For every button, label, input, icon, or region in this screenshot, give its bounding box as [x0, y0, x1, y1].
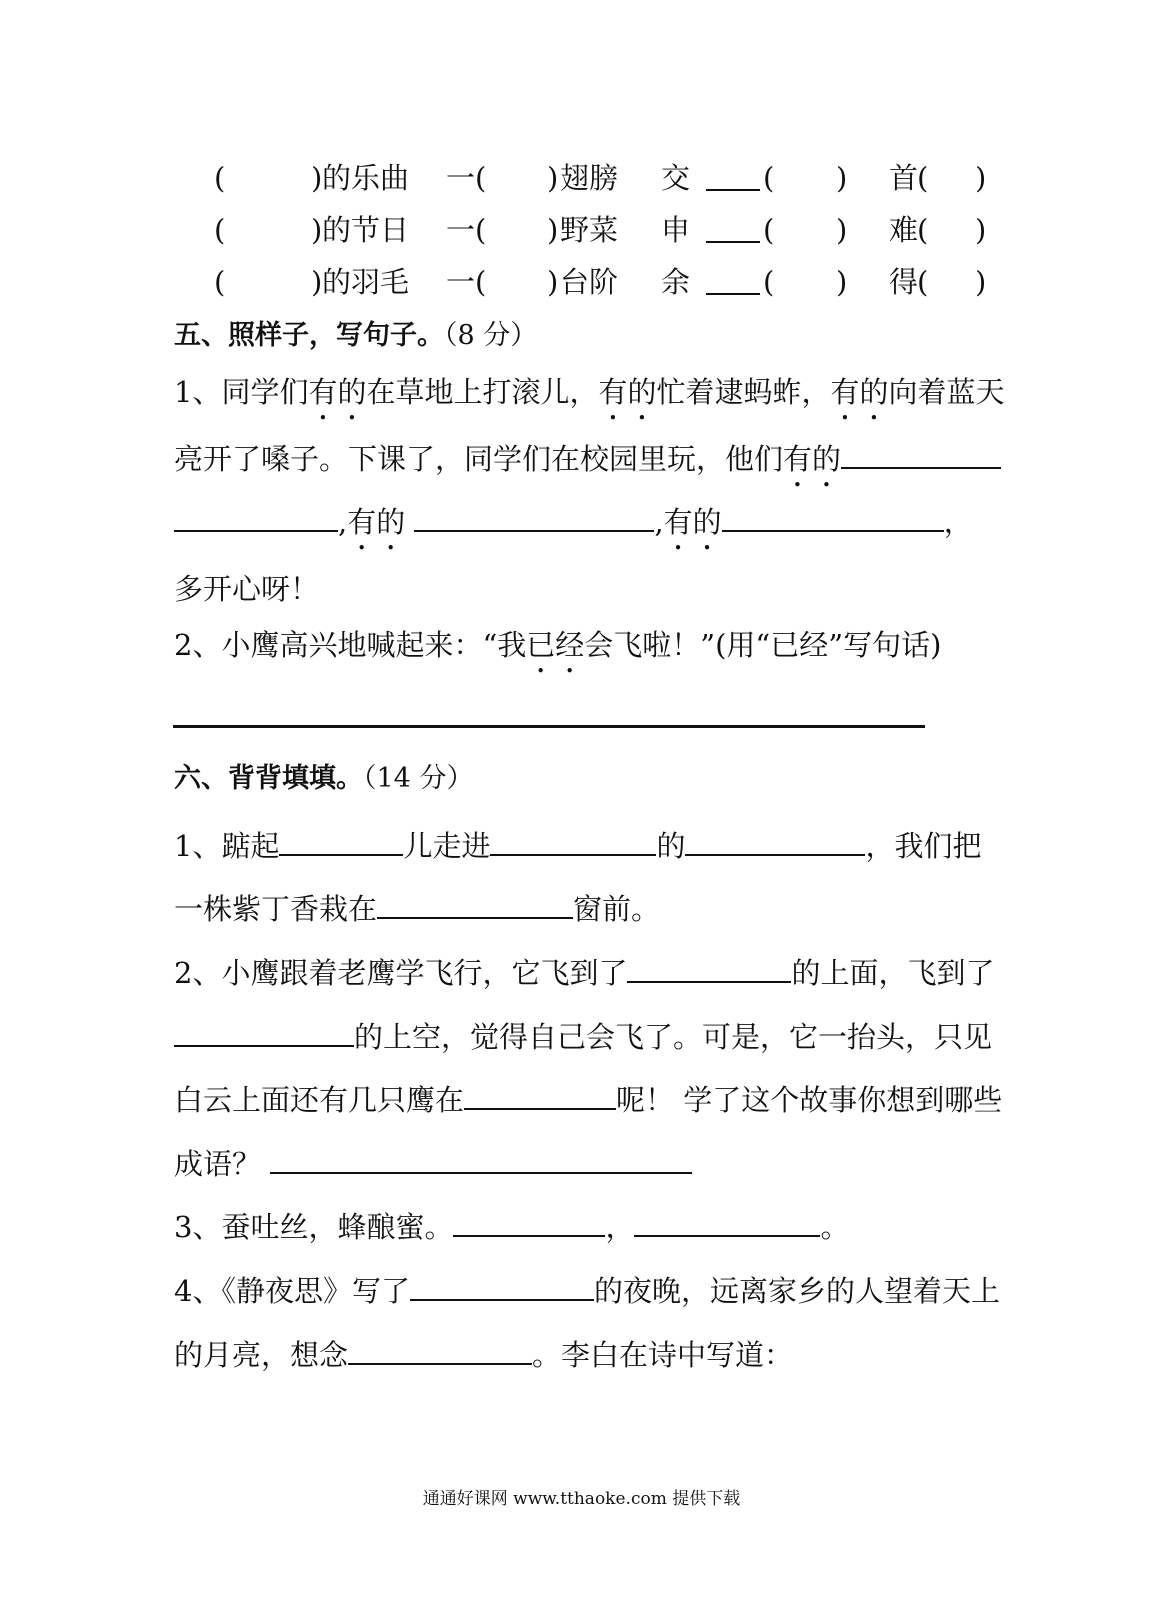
- char-1: 余: [661, 265, 691, 299]
- text: 3、蚕吐丝，蜂酿蜜。: [174, 1210, 454, 1244]
- section6-q4-line2: [174, 1336, 793, 1370]
- close-paren: ): [975, 213, 987, 247]
- section5-heading: [174, 322, 537, 349]
- text: 在草地上打滚儿，: [366, 375, 599, 409]
- emphasis-text: 有的: [783, 442, 842, 476]
- text: 窗前。: [573, 892, 661, 926]
- close-paren: ): [547, 161, 559, 195]
- answer-blank[interactable]: [464, 1081, 616, 1110]
- phrase-2: 野菜: [560, 213, 619, 247]
- answer-blank[interactable]: [627, 954, 791, 983]
- section6-q2-line1: [174, 954, 994, 988]
- blank[interactable]: [706, 266, 760, 295]
- section6-q2-line4: [174, 1145, 692, 1179]
- close-paren: ): [311, 161, 323, 195]
- section5-q1-line1: [174, 375, 1005, 427]
- section6-q1-line2: [174, 890, 660, 924]
- open-paren: (: [917, 161, 929, 195]
- close-paren: ): [836, 265, 848, 299]
- char-1: 申: [661, 213, 691, 247]
- section6-q2-line3: [174, 1081, 1002, 1115]
- answer-blank[interactable]: [348, 1336, 532, 1365]
- footer-credit: 通通好课网 www.tthaoke.com 提供下载: [422, 1489, 741, 1509]
- answer-blank[interactable]: [490, 827, 656, 856]
- char-2: 难: [889, 213, 919, 247]
- answer-blank[interactable]: [685, 827, 865, 856]
- section6-score: （14 分）: [363, 763, 474, 794]
- answer-blank[interactable]: [841, 440, 1001, 469]
- open-paren: (: [214, 213, 226, 247]
- phrase-1: 的乐曲: [322, 161, 410, 195]
- text: 2、小鹰高兴地喊起来：“我: [174, 628, 527, 662]
- open-paren: (: [763, 265, 775, 299]
- section6-q4-line1: [174, 1272, 1000, 1306]
- yi-open: 一(: [446, 265, 487, 299]
- emphasis-text: 有的: [830, 375, 889, 409]
- yi-open: 一(: [446, 161, 487, 195]
- text: ,: [654, 505, 664, 539]
- phrase-1: 的节日: [322, 213, 410, 247]
- answer-blank[interactable]: [270, 1145, 692, 1174]
- section6-title: 六、背背填填。: [174, 763, 363, 794]
- emphasis-text: 有的: [663, 505, 722, 539]
- answer-blank[interactable]: [453, 1208, 605, 1237]
- text: 儿走进: [403, 829, 491, 863]
- text: ，: [605, 1210, 635, 1244]
- yi-open: 一(: [446, 213, 487, 247]
- open-paren: (: [763, 161, 775, 195]
- emphasis-text: 有的: [598, 375, 657, 409]
- close-paren: ): [836, 161, 848, 195]
- text: 向着蓝天: [888, 375, 1005, 409]
- text: ，我们把: [865, 829, 982, 863]
- text: 白云上面还有几只鹰在: [174, 1083, 465, 1117]
- answer-blank[interactable]: [279, 827, 403, 856]
- close-paren: ): [311, 213, 323, 247]
- answer-blank[interactable]: [410, 1272, 594, 1301]
- answer-blank[interactable]: [174, 503, 338, 532]
- open-paren: (: [214, 161, 226, 195]
- open-paren: (: [917, 265, 929, 299]
- section6-q3: [174, 1208, 849, 1242]
- answer-blank[interactable]: [174, 1018, 354, 1047]
- text: 4、《静夜思》写了: [174, 1274, 410, 1308]
- phrase-1: 的羽毛: [322, 265, 410, 299]
- text: 一株紫丁香栽在: [174, 892, 378, 926]
- blank[interactable]: [706, 214, 760, 243]
- char-1: 交: [661, 161, 691, 195]
- text: 1、踮起: [174, 829, 280, 863]
- phrase-2: 台阶: [560, 265, 619, 299]
- section6-q2-line2: [174, 1018, 992, 1052]
- section6-heading: [174, 765, 473, 792]
- text: 2、小鹰跟着老鹰学飞行，它飞到了: [174, 956, 628, 990]
- char-2: 首: [889, 161, 919, 195]
- close-paren: ): [836, 213, 848, 247]
- blank[interactable]: [706, 162, 760, 191]
- emphasis-text: 已经: [526, 628, 585, 662]
- close-paren: ): [311, 265, 323, 299]
- open-paren: (: [214, 265, 226, 299]
- emphasis-text: 有的: [308, 375, 367, 409]
- text: 的夜晚，远离家乡的人望着天上: [593, 1274, 1000, 1308]
- section5-q1-line2: [174, 440, 1001, 494]
- text: 1、同学们: [174, 375, 309, 409]
- close-paren: ): [975, 161, 987, 195]
- close-paren: ): [975, 265, 987, 299]
- text: 的月亮，想念: [174, 1338, 349, 1372]
- char-2: 得: [889, 265, 919, 299]
- text: ,: [338, 505, 348, 539]
- open-paren: (: [917, 213, 929, 247]
- text: 的上空，觉得自己会飞了。可是，它一抬头，只见: [354, 1020, 993, 1054]
- answer-blank[interactable]: [414, 503, 654, 532]
- answer-blank[interactable]: [722, 503, 944, 532]
- section5-q1-line3: [174, 503, 973, 557]
- text: 。: [820, 1210, 850, 1244]
- answer-blank[interactable]: [634, 1208, 820, 1237]
- answer-line[interactable]: [173, 725, 925, 728]
- section5-q2: [174, 628, 941, 680]
- text: 。李白在诗中写道：: [532, 1338, 794, 1372]
- text: 成语？: [174, 1147, 262, 1181]
- section5-title: 五、照样子，写句子。: [174, 320, 444, 351]
- section6-q1-line1: [174, 827, 982, 861]
- section5-q1-line4: 多开心呀！: [174, 572, 320, 606]
- text: 的: [656, 829, 686, 863]
- phrase-2: 翅膀: [560, 161, 619, 195]
- text: 会飞啦！”(用“已经”写句话): [584, 628, 942, 662]
- text: 呢！ 学了这个故事你想到哪些: [616, 1083, 1003, 1117]
- text: 的上面，飞到了: [791, 956, 995, 990]
- close-paren: ): [547, 213, 559, 247]
- text: 亮开了嗓子。下课了，同学们在校园里玩，他们: [174, 442, 784, 476]
- text: ，: [943, 505, 973, 539]
- open-paren: (: [763, 213, 775, 247]
- text: 忙着逮蚂蚱，: [656, 375, 831, 409]
- close-paren: ): [547, 265, 559, 299]
- emphasis-text: 有的: [347, 505, 406, 539]
- section5-score: （8 分）: [444, 320, 538, 351]
- answer-blank[interactable]: [377, 890, 573, 919]
